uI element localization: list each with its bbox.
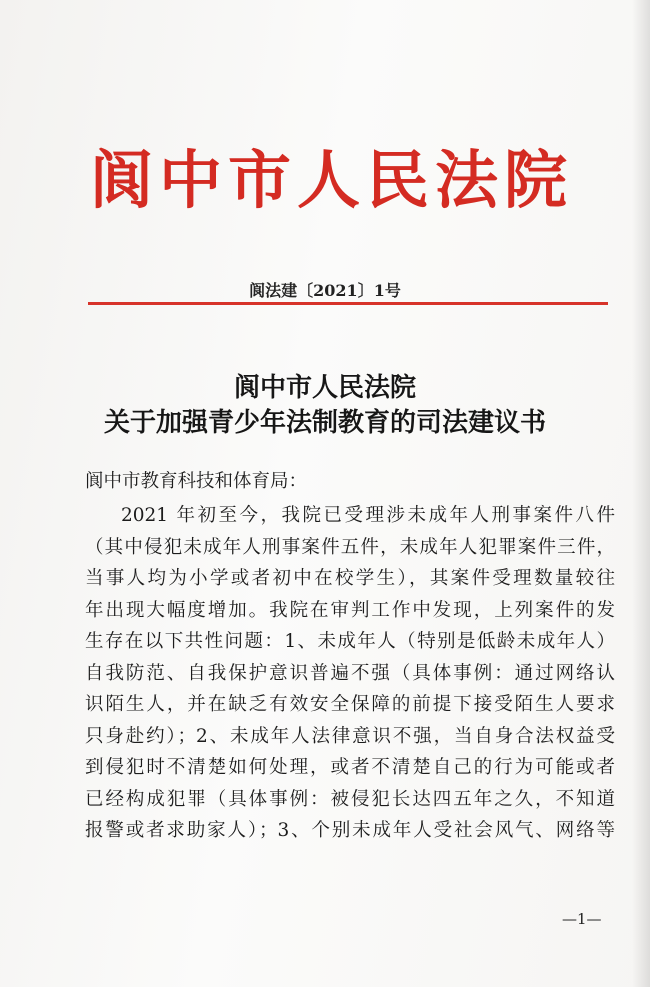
salutation: 阆中市教育科技和体育局： (85, 471, 308, 492)
org-header: 阆中市人民法院 (90, 143, 573, 217)
title-line-1: 阆中市人民法院 (233, 373, 416, 403)
body-line: 报警或者求助家人）；3、个别未成年人受社会风气、网络等 (85, 820, 615, 841)
page-edge-shadow (632, 0, 650, 987)
title-line-2: 关于加强青少年法制教育的司法建议书 (103, 408, 546, 438)
body-line: 识陌生人，并在缺乏有效安全保障的前提下接受陌生人要求 (85, 694, 615, 715)
body-line: 已经构成犯罪（具体事例：被侵犯长达四五年之久，不知道 (85, 788, 615, 810)
document-number: 阆法建〔2021〕1号 (249, 281, 401, 300)
body-line: 到侵犯时不清楚如何处理，或者不清楚自己的行为可能或者 (85, 757, 615, 778)
body-line: 生存在以下共性问题：1、未成年人（特别是低龄未成年人） (85, 631, 615, 652)
body-line: 只身赴约）；2、未成年人法律意识不强，当自身合法权益受 (85, 725, 615, 747)
body-line: 当事人均为小学或者初中在校学生），其案件受理数量较往 (85, 568, 615, 589)
body-line: 年出现大幅度增加。我院在审判工作中发现，上列案件的发 (85, 599, 615, 621)
document-body (85, 468, 615, 847)
body-line: （其中侵犯未成年人刑事案件五件，未成年人犯罪案件三件， (85, 536, 615, 558)
body-line: 自我防范、自我保护意识普遍不强（具体事例：通过网络认 (85, 662, 615, 684)
body-line: 2021 年初至今，我院已受理涉未成年人刑事案件八件 (121, 505, 615, 526)
page-number: —1— (562, 910, 602, 928)
red-divider (88, 302, 608, 305)
